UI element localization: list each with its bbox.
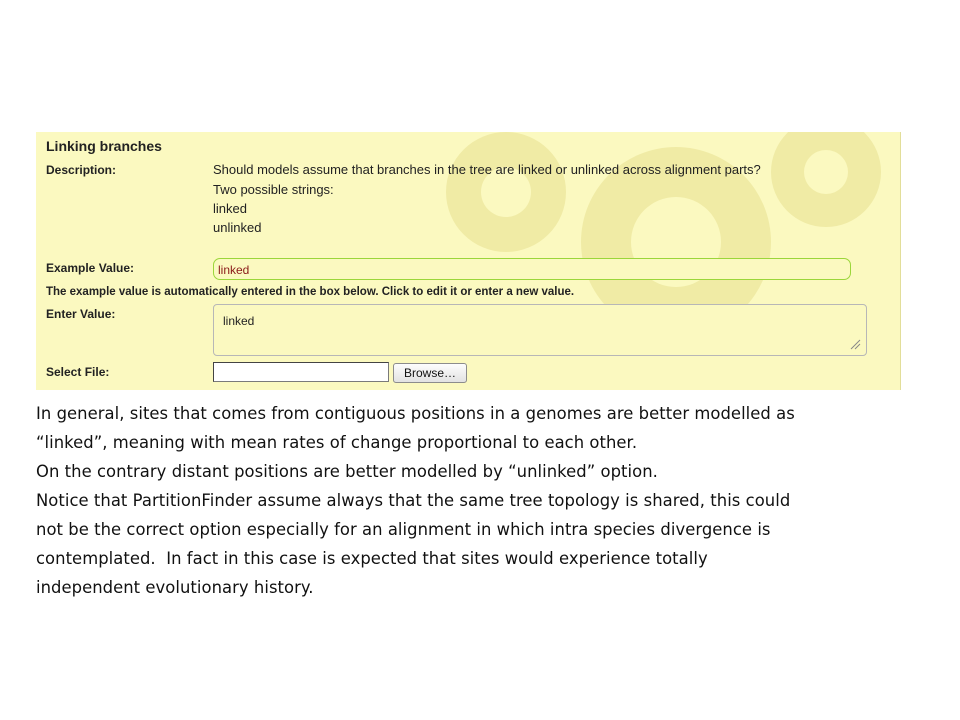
select-file-label: Select File: bbox=[46, 365, 110, 379]
browse-button[interactable]: Browse… bbox=[393, 363, 467, 383]
description-line: linked bbox=[213, 201, 247, 216]
description-line: Two possible strings: bbox=[213, 182, 334, 197]
enter-value-text[interactable]: linked bbox=[223, 314, 255, 328]
example-value-note: The example value is automatically entered in the box below. Click to edit it or enter a new value. bbox=[46, 286, 575, 298]
paragraph-line: In general, sites that comes from contiguous positions in a genomes are better modelled as bbox=[36, 404, 795, 423]
paragraph-line: Notice that PartitionFinder assume always that the same tree topology is shared, this could bbox=[36, 491, 791, 510]
description-line: unlinked bbox=[213, 220, 262, 235]
settings-panel bbox=[36, 132, 901, 390]
example-value-text: linked bbox=[218, 263, 250, 277]
paragraph-line: On the contrary distant positions are better modelled by “unlinked” option. bbox=[36, 462, 658, 481]
resize-grip-icon[interactable] bbox=[849, 338, 861, 350]
enter-value-textarea[interactable] bbox=[213, 304, 867, 356]
enter-value-label: Enter Value: bbox=[46, 307, 116, 321]
paragraph-line: independent evolutionary history. bbox=[36, 578, 314, 597]
panel-title: Linking branches bbox=[46, 138, 162, 154]
description-label: Description: bbox=[46, 163, 117, 177]
example-value-field bbox=[213, 258, 851, 280]
explanation-text bbox=[36, 399, 936, 602]
paragraph-line: “linked”, meaning with mean rates of change proportional to each other. bbox=[36, 433, 638, 452]
paragraph-line: not be the correct option especially for an alignment in which intra species divergence is bbox=[36, 520, 771, 539]
file-path-input[interactable] bbox=[213, 362, 389, 382]
example-value-label: Example Value: bbox=[46, 261, 135, 275]
paragraph-line: contemplated. In fact in this case is expected that sites would experience totally bbox=[36, 549, 708, 568]
description-line: Should models assume that branches in the tree are linked or unlinked across alignment parts? bbox=[213, 162, 761, 177]
